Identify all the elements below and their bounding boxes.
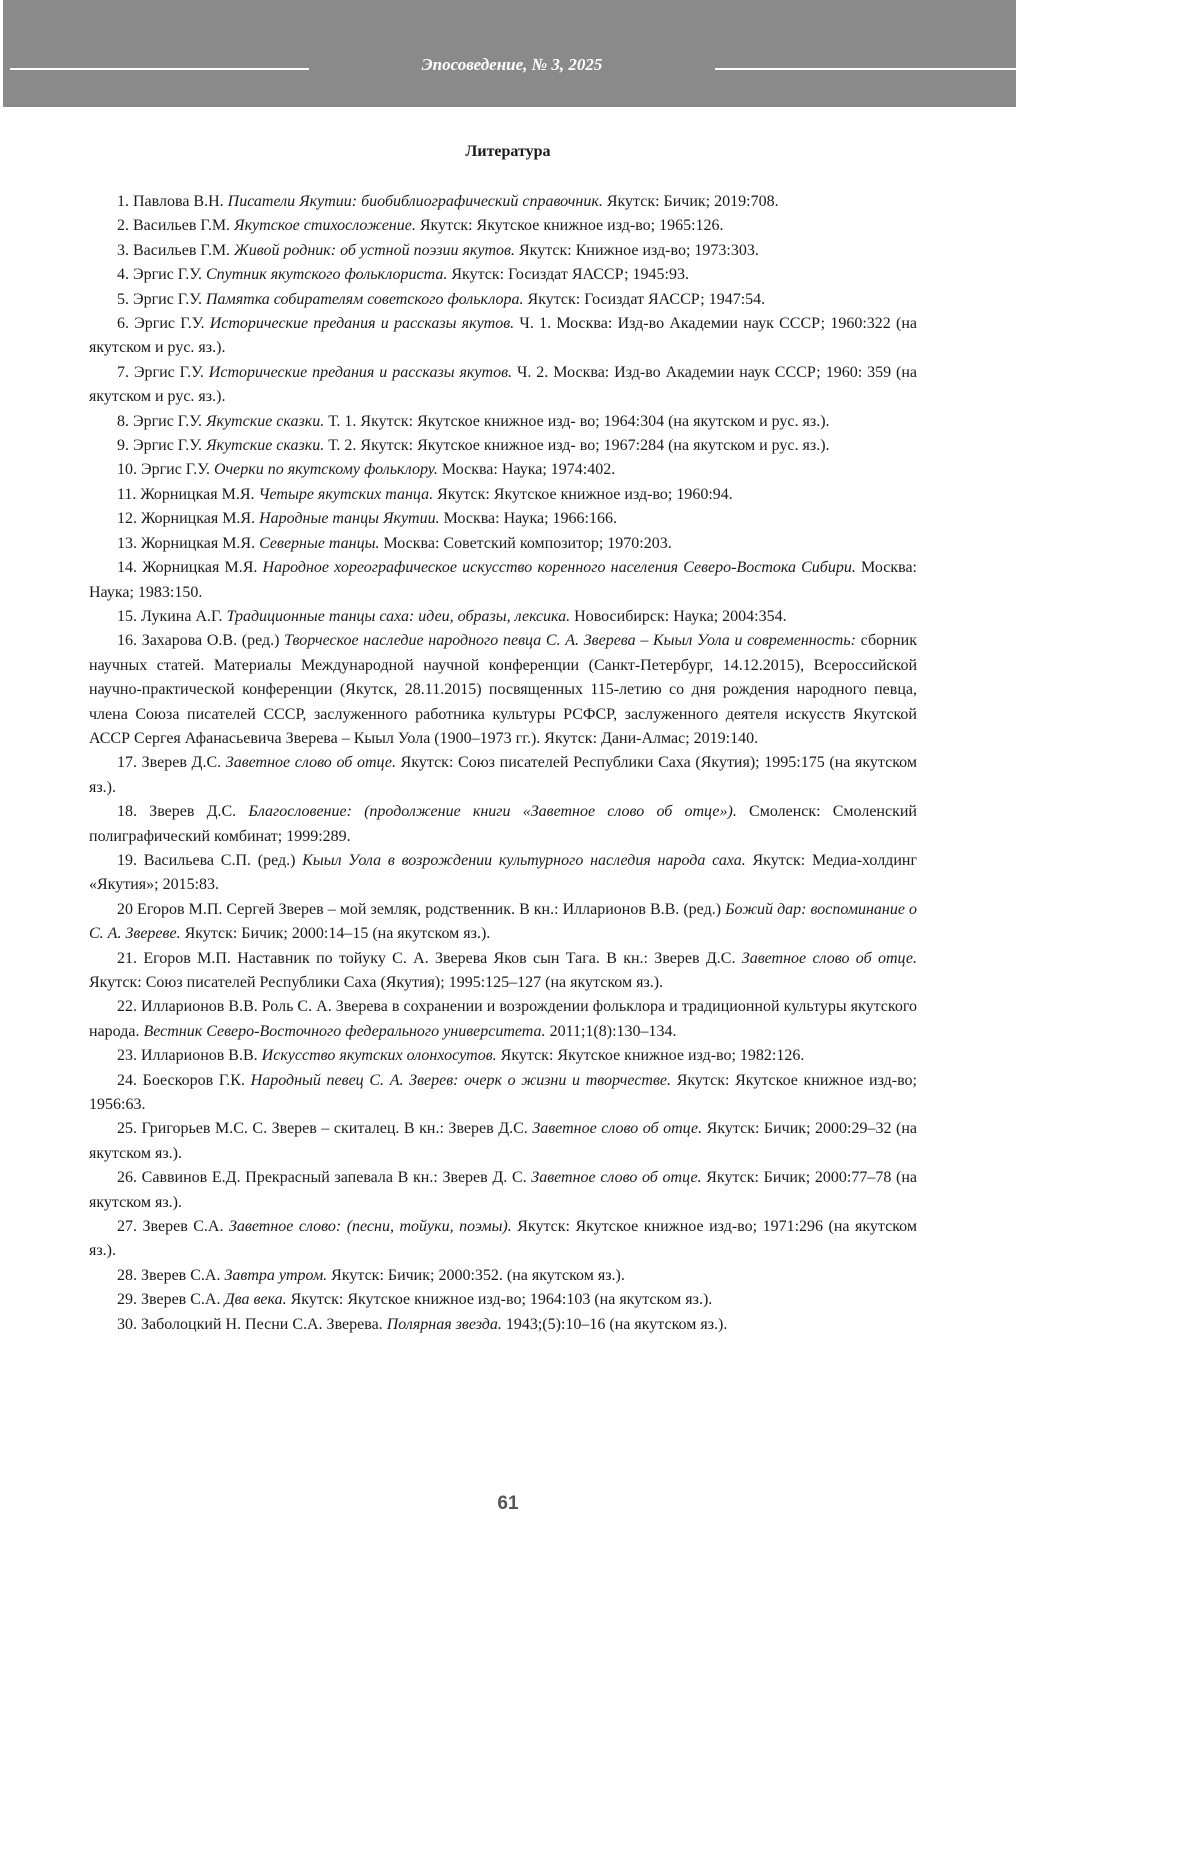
- reference-text: 18. Зверев Д.С.: [117, 803, 249, 821]
- reference-item: [89, 263, 917, 287]
- reference-item: [89, 629, 917, 751]
- reference-text: 21. Егоров М.П. Наставник по тойуку С. А. Зверева Яков сын Тага. В кн.: Зверев Д.С.: [117, 949, 742, 967]
- reference-details: Ч. 1. Москва: Изд-во Академии наук СССР; 1960:322 (на якутском и рус. яз.).: [89, 315, 918, 357]
- reference-text: 26. Саввинов Е.Д. Прекрасный запевала В кн.: Зверев Д. С.: [117, 1169, 532, 1187]
- reference-title: Два века.: [224, 1291, 287, 1309]
- reference-details: Якутск: Бичик; 2000:352. (на якутском яз.).: [327, 1266, 625, 1284]
- reference-details: сборник научных статей. Материалы Международной научной конференции (Санкт-Петербург, 14.12.2015), Всероссийской научно-практической конференции (Якутск, 28.11.2015) посвященных 115-летию со дня рождения народного певца, члена Союза писателей СССР, заслуженного работника культуры РСФСР, заслуженного деятеля искусств Якутской АССР Сергея Афанасьевича Зверева – Кыыл Уола (1900–1973 гг.). Якутск: Дани-Алмас; 2019:140.: [89, 632, 917, 747]
- reference-details: Якутск: Якутское книжное изд-во; 1964:103 (на якутском яз.).: [286, 1291, 713, 1309]
- reference-item: [89, 605, 917, 629]
- reference-title: Памятка собирателям советского фольклора.: [205, 290, 524, 308]
- reference-item: [89, 947, 917, 996]
- reference-text: 14. Жорницкая М.Я.: [117, 559, 263, 577]
- reference-item: [89, 1069, 917, 1118]
- reference-item: [89, 458, 917, 482]
- reference-item: [89, 288, 917, 312]
- reference-title: Традиционные танцы саха: идеи, образы, лексика.: [226, 607, 571, 625]
- reference-details: Москва: Наука; 1974:402.: [437, 461, 616, 479]
- reference-item: [89, 239, 917, 263]
- reference-text: 11. Жорницкая М.Я.: [117, 485, 259, 503]
- reference-item: [89, 507, 917, 531]
- reference-details: Якутск: Госиздат ЯАССР; 1947:54.: [523, 290, 766, 308]
- reference-details: Якутск: Якутское книжное изд-во; 1965:126.: [415, 217, 724, 235]
- reference-text: 5. Эргис Г.У.: [117, 290, 206, 308]
- reference-title: Кыыл Уола в возрождении культурного наследия народа саха.: [302, 851, 746, 869]
- reference-item: [89, 1166, 917, 1215]
- reference-text: 1. Павлова В.Н.: [117, 193, 228, 210]
- page-header: [3, 0, 1016, 107]
- reference-title: Якутские сказки.: [205, 437, 325, 455]
- reference-details: 1943;(5):10–16 (на якутском яз.).: [501, 1315, 728, 1333]
- reference-details: Якутск: Якутское книжное изд-во; 1971:296 (на якутском яз.).: [89, 1218, 918, 1260]
- reference-title: Божий дар: воспоминание о С. А. Звереве.: [89, 900, 917, 943]
- reference-details: Т. 1. Якутск: Якутское книжное изд- во; 1964:304 (на якутском и рус. яз.).: [324, 412, 830, 430]
- reference-item: [89, 1117, 917, 1166]
- reference-title: Благословение: (продолжение книги «Заветное слово об отце»).: [248, 803, 737, 821]
- reference-details: Якутск: Бичик; 2000:14–15 (на якутском яз.).: [180, 925, 491, 943]
- reference-text: 25. Григорьев М.С. С. Зверев – скиталец. В кн.: Зверев Д.С.: [117, 1120, 533, 1138]
- reference-details: Москва: Советский композитор; 1970:203.: [379, 534, 672, 552]
- reference-details: Якутск: Бичик; 2000:77–78 (на якутском яз.).: [89, 1169, 917, 1211]
- reference-details: Якутск: Якутское книжное изд-во; 1982:126.: [496, 1047, 805, 1065]
- reference-title: Заветное слово об отце.: [532, 1120, 703, 1138]
- reference-title: Народные танцы Якутии.: [259, 510, 440, 528]
- header-rule-right: [715, 68, 1016, 70]
- reference-details: Якутск: Бичик; 2019:708.: [602, 193, 779, 210]
- reference-details: Якутск: Союз писателей Республики Саха (Якутия); 1995:125–127 (на якутском яз.).: [89, 974, 664, 991]
- reference-title: Искусство якутских олонхосутов.: [261, 1047, 497, 1065]
- reference-item: [89, 898, 917, 947]
- reference-text: 30. Заболоцкий Н. Песни С.А. Зверева.: [117, 1315, 387, 1333]
- reference-item: [89, 434, 917, 458]
- reference-text: 6. Эргис Г.У.: [117, 315, 210, 333]
- reference-details: Якутск: Медиа-холдинг «Якутия»; 2015:83.: [89, 851, 918, 894]
- reference-details: Ч. 2. Москва: Изд-во Академии наук СССР; 1960: 359 (на якутском и рус. яз.).: [89, 363, 918, 406]
- reference-details: Москва: Наука; 1966:166.: [439, 510, 617, 528]
- reference-text: 13. Жорницкая М.Я.: [117, 534, 260, 552]
- reference-details: Новосибирск: Наука; 2004:354.: [570, 607, 787, 625]
- reference-item: [89, 214, 917, 238]
- reference-item: [89, 190, 917, 214]
- reference-details: Якутск: Бичик; 2000:29–32 (на якутском яз.).: [89, 1120, 918, 1162]
- reference-item: [89, 556, 917, 605]
- section-title: Литература: [465, 143, 551, 160]
- reference-details: Якутск: Союз писателей Республики Саха (Якутия); 1995:175 (на якутском яз.).: [89, 754, 918, 796]
- reference-title: Четыре якутских танца.: [258, 485, 434, 503]
- reference-details: Москва: Наука; 1983:150.: [89, 559, 917, 601]
- reference-title: Живой родник: об устной поэзии якутов.: [234, 241, 515, 259]
- reference-text: 20 Егоров М.П. Сергей Зверев – мой земляк, родственник. В кн.: Илларионов В.В. (ред.): [117, 900, 726, 918]
- reference-text: 29. Зверев С.А.: [117, 1291, 225, 1309]
- reference-title: Исторические предания и рассказы якутов.: [208, 363, 513, 381]
- reference-text: 12. Жорницкая М.Я.: [117, 510, 260, 528]
- reference-details: Якутск: Книжное изд-во; 1973:303.: [515, 241, 759, 259]
- reference-title: Заветное слово об отце.: [531, 1169, 702, 1187]
- reference-title: Заветное слово об отце.: [225, 754, 397, 772]
- reference-title: Заветное слово об отце.: [741, 949, 918, 967]
- reference-title: Завтра утром.: [224, 1266, 328, 1284]
- reference-text: 17. Зверев Д.С.: [117, 754, 226, 772]
- reference-title: Якутское стихосложение.: [234, 217, 416, 235]
- reference-title: Исторические предания и рассказы якутов.: [209, 315, 515, 333]
- page-number: 61: [497, 1493, 519, 1514]
- reference-text: 15. Лукина А.Г.: [117, 607, 227, 625]
- reference-list: [89, 190, 917, 1337]
- reference-title: Якутские сказки.: [205, 412, 325, 430]
- journal-title: Эпосоведение, № 3, 2025: [421, 55, 603, 74]
- reference-item: [89, 751, 917, 800]
- reference-text: 10. Эргис Г.У.: [117, 461, 214, 479]
- reference-title: Народное хореографическое искусство коренного населения Северо-Востока Сибири.: [262, 559, 856, 577]
- reference-title: Спутник якутского фольклориста.: [205, 266, 448, 284]
- reference-text: 8. Эргис Г.У.: [117, 412, 206, 430]
- reference-item: [89, 1313, 917, 1337]
- reference-details: Якутск: Якутское книжное изд-во; 1956:63.: [89, 1071, 917, 1114]
- reference-item: [89, 312, 917, 361]
- reference-text: 4. Эргис Г.У.: [117, 266, 206, 284]
- reference-item: [89, 1215, 917, 1264]
- reference-item: [89, 800, 917, 849]
- reference-text: 7. Эргис Г.У.: [117, 363, 209, 381]
- reference-item: [89, 483, 917, 507]
- reference-details: Т. 2. Якутск: Якутское книжное изд- во; 1967:284 (на якутском и рус. яз.).: [324, 437, 830, 455]
- reference-title: Очерки по якутскому фольклору.: [213, 461, 438, 479]
- reference-text: 27. Зверев С.А.: [117, 1218, 229, 1236]
- reference-text: 23. Илларионов В.В.: [117, 1047, 262, 1065]
- reference-text: 24. Боескоров Г.К.: [117, 1071, 251, 1089]
- reference-title: Творческое наследие народного певца С. А. Зверева – Кыыл Уола и современность:: [284, 632, 856, 650]
- reference-details: Якутск: Якутское книжное изд-во; 1960:94.: [433, 485, 733, 503]
- reference-text: 2. Васильев Г.М.: [117, 217, 235, 235]
- reference-text: 22. Илларионов В.В. Роль С. А. Зверева в сохранении и возрождении фольклора и традиционной культуры якутского народа.: [89, 998, 917, 1040]
- reference-text: 28. Зверев С.А.: [117, 1266, 225, 1284]
- reference-item: [89, 410, 917, 434]
- reference-item: [89, 1288, 917, 1312]
- header-rule-left: [10, 68, 309, 70]
- reference-item: [89, 361, 917, 410]
- reference-title: Северные танцы.: [259, 534, 380, 552]
- reference-item: [89, 1264, 917, 1288]
- reference-details: 2011;1(8):130–134.: [545, 1022, 677, 1040]
- reference-item: [89, 532, 917, 556]
- reference-title: Народный певец С. А. Зверев: очерк о жизни и творчестве.: [250, 1071, 672, 1089]
- reference-text: 9. Эргис Г.У.: [117, 437, 206, 455]
- reference-text: 16. Захарова О.В. (ред.): [117, 632, 285, 650]
- reference-item: [89, 1044, 917, 1068]
- reference-title: Вестник Северо-Восточного федерального университета.: [143, 1022, 546, 1040]
- reference-item: [89, 995, 917, 1044]
- reference-title: Писатели Якутии: биобиблиографический справочник.: [227, 193, 603, 210]
- reference-details: Смоленск: Смоленский полиграфический комбинат; 1999:289.: [89, 803, 917, 845]
- reference-title: Заветное слово: (песни, тойуки, поэмы).: [229, 1218, 512, 1236]
- reference-title: Полярная звезда.: [386, 1315, 502, 1333]
- reference-text: 19. Васильева С.П. (ред.): [117, 851, 303, 869]
- reference-item: [89, 849, 917, 898]
- reference-text: 3. Васильев Г.М.: [117, 241, 235, 259]
- reference-details: Якутск: Госиздат ЯАССР; 1945:93.: [447, 266, 689, 284]
